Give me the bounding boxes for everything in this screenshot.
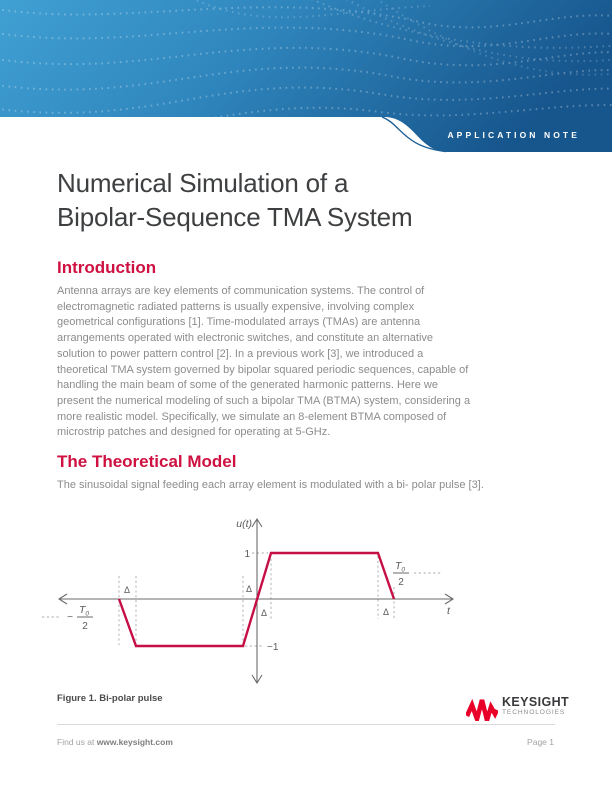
- delta-label-4: Δ: [382, 607, 390, 617]
- period-denominator: 2: [398, 577, 404, 588]
- delta-label-2: Δ: [245, 584, 253, 594]
- theoretical-model-heading: The Theoretical Model: [57, 452, 237, 471]
- figure-caption: Figure 1. Bi-polar pulse: [57, 693, 163, 704]
- keysight-mark-icon: [466, 699, 498, 721]
- y-axis-label: u(t): [236, 518, 252, 530]
- footer-find-us: [57, 737, 173, 747]
- delta-label-1: Δ: [123, 585, 131, 595]
- bipolar-pulse-figure: [40, 512, 470, 690]
- banner-label: APPLICATION NOTE: [447, 130, 580, 140]
- minus-sign: −: [67, 612, 73, 623]
- period-numerator: $T_0$: [394, 560, 406, 574]
- page-title-line1: Numerical Simulation of a: [57, 168, 349, 198]
- period-numerator: $T_0$: [78, 604, 90, 618]
- level-high-label: 1: [244, 549, 250, 560]
- half-period-label: [393, 560, 409, 588]
- level-low-label: −1: [267, 642, 279, 653]
- header-banner: [0, 0, 612, 156]
- delta-label-3: Δ: [260, 608, 268, 618]
- page-number: Page 1: [527, 737, 554, 747]
- footer-divider: [57, 724, 555, 725]
- keysight-link[interactable]: www.keysight.com: [96, 737, 173, 747]
- page-title-line2: Bipolar-Sequence TMA System: [57, 202, 413, 232]
- logo-name: KEYSIGHT: [502, 695, 570, 709]
- minus-half-period-label: [67, 604, 93, 632]
- keysight-logo: [466, 696, 569, 721]
- page-title: [57, 166, 537, 234]
- theoretical-model-body: The sinusoidal signal feeding each array element is modulated with a bi- polar pulse [3].: [57, 479, 484, 491]
- period-denominator: 2: [82, 621, 88, 632]
- logo-subtitle: TECHNOLOGIES: [502, 709, 566, 716]
- x-axis-label: t: [447, 605, 450, 617]
- introduction-body: Antenna arrays are key elements of communication systems. The control of electromagnetic radiated patterns is usually expensive, involving complex geometrical configurations [1]. Time-modulated arrays (TMAs) are antenna arrangements operated with electronic switches, and constitute an alternative solution to power pattern control [2]. In a previous work [3], we introduced a theoretical TMA system governed by bipolar squared periodic sequences, capable of handling the main beam of some of the generated harmonic patterns. Here we present the numerical modeling of such a bipolar TMA (BTMA) system, considering a more realistic model. Specifically, we simulate an 8-element BTMA composed of microstrip patches and designed for operating at 5-GHz.: [57, 285, 471, 439]
- find-us-prefix: Find us at: [57, 737, 97, 747]
- introduction-heading: Introduction: [57, 258, 157, 277]
